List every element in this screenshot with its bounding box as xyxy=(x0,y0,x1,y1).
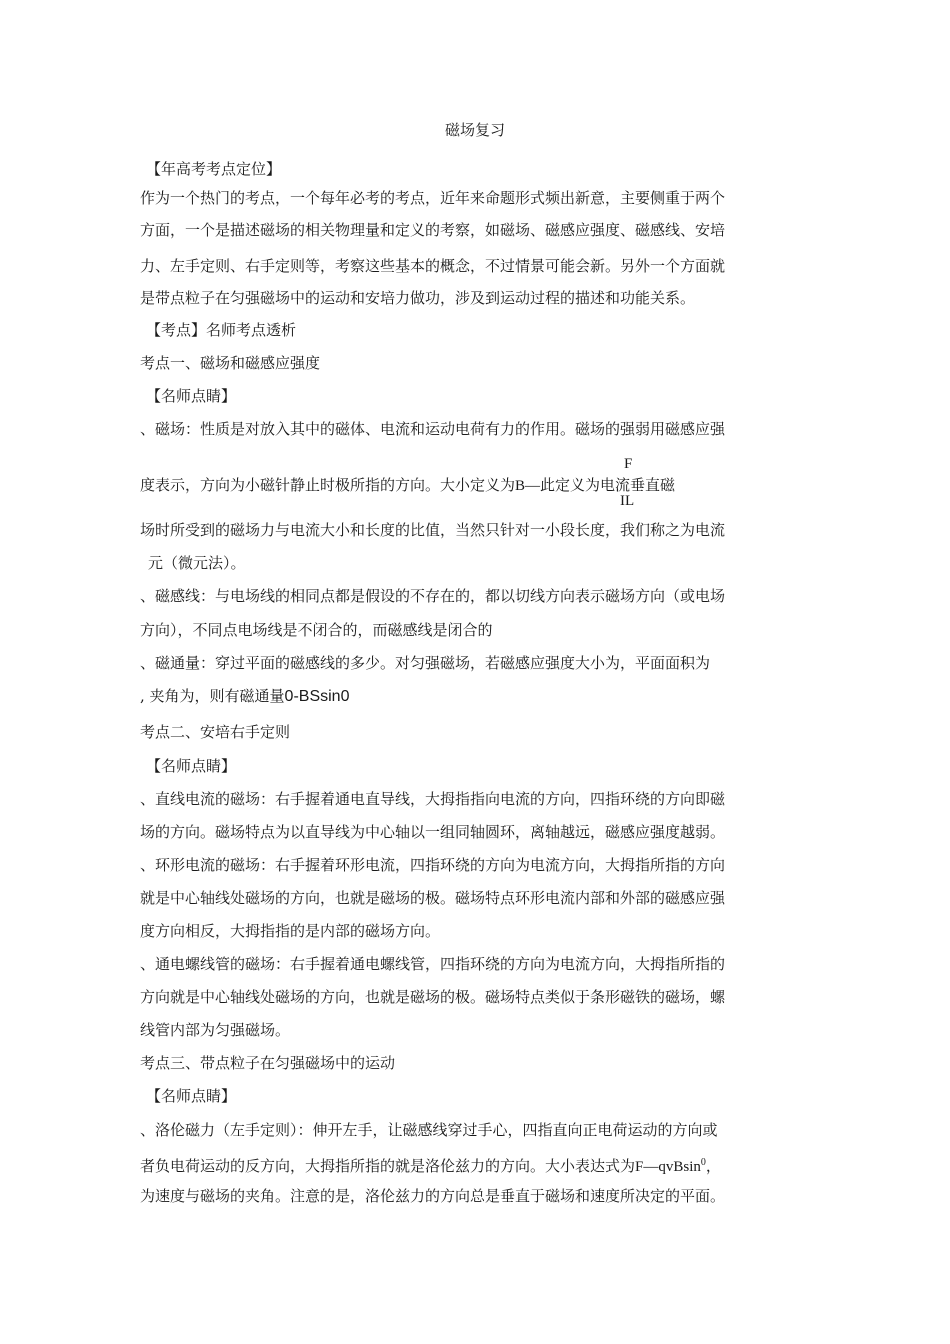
definition-prefix: 度表示，方向为小磁针静止时极所指的方向。大小定义为 xyxy=(140,476,516,494)
intro-line: 作为一个热门的考点，一个每年必考的考点，近年来命题形式频出新意，主要侧重于两个 xyxy=(140,189,726,207)
lorentz-formula-sup: 0 xyxy=(700,1157,706,1168)
flux-prefix: , 夹角为，则有磁通量 xyxy=(140,687,285,705)
point1-tip: 【名师点睛】 xyxy=(146,387,237,405)
lorentz-prefix: 者负电荷运动的反方向，大拇指所指的就是洛伦兹力的方向。大小表达式为 xyxy=(140,1157,636,1175)
point2-tip: 【名师点睛】 xyxy=(146,757,237,775)
point2-line: 线管内部为匀强磁场。 xyxy=(140,1021,291,1039)
magnetic-field-definition-line xyxy=(140,475,675,496)
point3-tip: 【名师点睛】 xyxy=(146,1087,237,1105)
point2-line: 就是中心轴线处磁场的方向，也就是磁场的极。磁场特点环形电流内部和外部的磁感应强 xyxy=(140,889,726,907)
magnetic-field-line: 、磁场：性质是对放入其中的磁体、电流和运动电荷有力的作用。磁场的强弱用磁感应强 xyxy=(140,420,726,438)
lorentz-suffix: ， xyxy=(705,1157,721,1175)
section-analysis-heading: 【考点】名师考点透析 xyxy=(146,321,297,339)
flux-formula-line xyxy=(140,686,349,707)
fraction-denominator: IL xyxy=(620,493,635,509)
flux-line: 、磁通量：穿过平面的磁感线的多少。对匀强磁场，若磁感应强度大小为，平面面积为 xyxy=(140,654,711,672)
lorentz-formula-line xyxy=(140,1153,721,1177)
intro-line: 力、左手定则、右手定则等，考察这些基本的概念，不过情景可能会新。另外一个方面就 xyxy=(140,257,726,275)
intro-line: 方面，一个是描述磁场的相关物理量和定义的考察，如磁场、磁感应强度、磁感线、安培 xyxy=(140,221,726,239)
magnetic-field-line: 场时所受到的磁场力与电流大小和长度的比值，当然只针对一小段长度，我们称之为电流 xyxy=(140,521,726,539)
point2-line: 场的方向。磁场特点为以直导线为中心轴以一组同轴圆环，离轴越远，磁感应强度越弱。 xyxy=(140,823,726,841)
lorentz-line: 、洛伦磁力（左手定则）：伸开左手，让磁感线穿过手心，四指直向正电荷运动的方向或 xyxy=(140,1121,718,1139)
point2-line: 、通电螺线管的磁场：右手握着通电螺线管，四指环绕的方向为电流方向，大拇指所指的 xyxy=(140,955,726,973)
fraction-numerator: F xyxy=(624,456,633,472)
field-lines-line: 、磁感线：与电场线的相同点都是假设的不存在的，都以切线方向表示磁场方向（或电场 xyxy=(140,587,726,605)
point2-line: 、环形电流的磁场：右手握着环形电流，四指环绕的方向为电流方向，大拇指所指的方向 xyxy=(140,856,726,874)
section-position-heading: 【年高考考点定位】 xyxy=(146,160,282,178)
definition-suffix: 此定义为电流垂直磁 xyxy=(540,476,676,494)
lorentz-line: 为速度与磁场的夹角。注意的是，洛伦兹力的方向总是垂直于磁场和速度所决定的平面。 xyxy=(140,1187,726,1205)
point2-line: 度方向相反，大拇指指的是内部的磁场方向。 xyxy=(140,922,441,940)
point1-heading: 考点一、磁场和磁感应强度 xyxy=(140,354,321,372)
lorentz-formula: F—qvBsin xyxy=(635,1159,701,1175)
field-lines-line: 方向），不同点电场线是不闭合的，而磁感线是闭合的 xyxy=(140,621,493,639)
intro-line: 是带点粒子在匀强磁场中的运动和安培力做功，涉及到运动过程的描述和功能关系。 xyxy=(140,289,696,307)
formula-b: B— xyxy=(515,478,541,494)
point2-line: 方向就是中心轴线处磁场的方向，也就是磁场的极。磁场特点类似于条形磁铁的磁场，螺 xyxy=(140,988,726,1006)
point3-heading: 考点三、带点粒子在匀强磁场中的运动 xyxy=(140,1054,396,1072)
flux-formula: 0-BSsin0 xyxy=(284,688,350,705)
magnetic-field-line: 元（微元法）。 xyxy=(148,554,246,572)
point2-heading: 考点二、安培右手定则 xyxy=(140,723,291,741)
page-title: 磁场复习 xyxy=(444,121,505,139)
point2-line: 、直线电流的磁场：右手握着通电直导线，大拇指指向电流的方向，四指环绕的方向即磁 xyxy=(140,790,726,808)
